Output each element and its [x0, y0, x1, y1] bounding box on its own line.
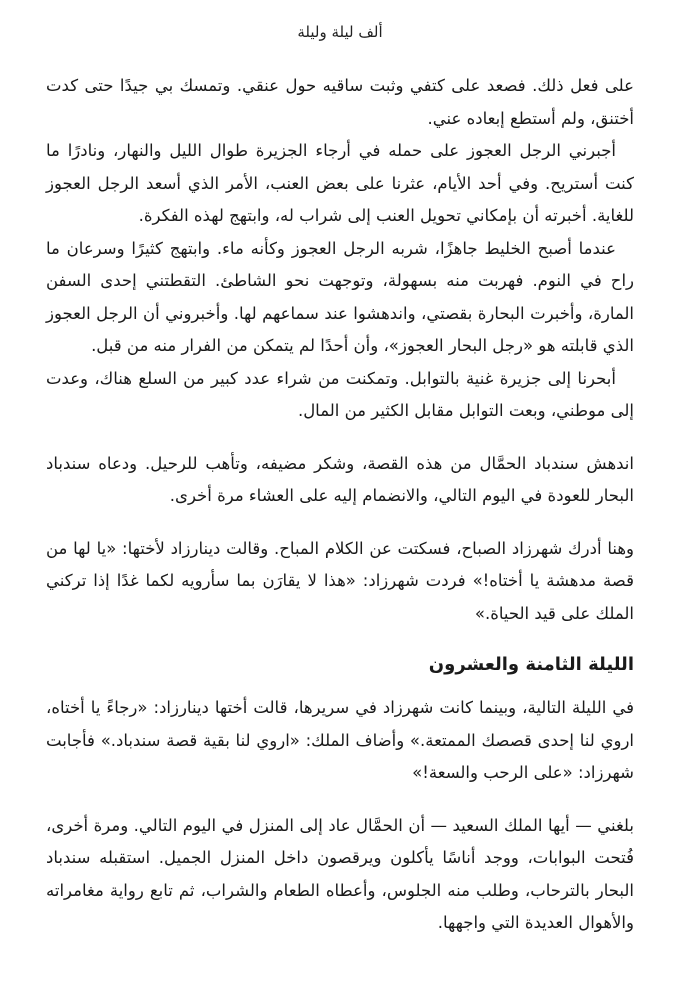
- paragraph-porter-amazed: اندهش سندباد الحمَّال من هذه القصة، وشكر مضيفه، وتأهب للرحيل. ودعاه سندباد البحار للعودة في اليوم التالي، والانضمام إليه على العشاء مرة أخرى.: [46, 453, 634, 505]
- paragraph-night-intro: في الليلة التالية، وبينما كانت شهرزاد في سريرها، قالت أختها دينارزاد: «رجاءً يا أختاه، اروي لنا إحدى قصصك الممتعة.» وأضاف الملك: «اروي لنا بقية قصة سندباد.» فأجابت شهرزاد: «على الرحب والسعة!»: [46, 698, 634, 782]
- paragraph-porter-returns: بلغني — أيها الملك السعيد — أن الحمَّال عاد إلى المنزل في اليوم التالي. ومرة أخرى، فُتحت البوابات، ووجد أناسًا يأكلون ويرقصون داخل المنزل الجميل. استقبله سندباد البحار بالترحاب، وطلب منه الجلوس، وأعطاه الطعام والشراب، ثم تابع رواية مغامراته والأهوال العديدة التي واجهها.: [46, 815, 634, 932]
- paragraph-gap: [46, 513, 634, 533]
- paragraph-continuation: على فعل ذلك. فصعد على كتفي وثبت ساقيه حول عنقي. وتمسك بي جيدًا حتى كدت أختنق، ولم أستطع إبعاده عني.: [46, 76, 634, 128]
- night-heading: الليلة الثامنة والعشرون: [428, 654, 634, 675]
- paragraph-spices: أبحرنا إلى جزيرة غنية بالتوابل. وتمكنت من شراء عدد كبير من السلع هناك، وعدت إلى موطني، وبعت التوابل مقابل الكثير من المال.: [46, 368, 634, 420]
- paragraph-grapes: أجبرني الرجل العجوز على حمله في أرجاء الجزيرة طوال الليل والنهار، ونادرًا ما كنت أستريح. وفي أحد الأيام، عثرنا على بعض العنب، الأمر الذي أسعد الرجل العجوز للغاية. أخبرته أن بإمكاني تحويل العنب إلى شراب له، وابتهج لهذه الفكرة.: [46, 141, 634, 225]
- running-header: ألف ليلة وليلة: [297, 23, 383, 41]
- paragraph-escape: عندما أصبح الخليط جاهزًا، شربه الرجل العجوز وكأنه ماء. وابتهج كثيرًا وسرعان ما راح في النوم. فهربت منه بسهولة، وتوجهت نحو الشاطئ. التقطتني إحدى السفن المارة، وأخبرت البحارة بقصتي، واندهشوا عند سماعهم لها. وأخبروني أن الرجل العجوز الذي قابلته هو «رجل البحار العجوز»، وأن أحدًا لم يتمكن من الفرار منه من قبل.: [46, 238, 634, 355]
- paragraph-dawn: وهنا أدرك شهرزاد الصباح، فسكتت عن الكلام المباح. وقالت دينارزاد لأختها: «يا لها من قصة مدهشة يا أختاه!» فردت شهرزاد: «هذا لا يقارَن بما سأرويه لكما غدًا إذا تركني الملك على قيد الحياة.»: [46, 538, 634, 623]
- paragraph-gap: [46, 790, 634, 810]
- paragraph-gap: [46, 428, 634, 448]
